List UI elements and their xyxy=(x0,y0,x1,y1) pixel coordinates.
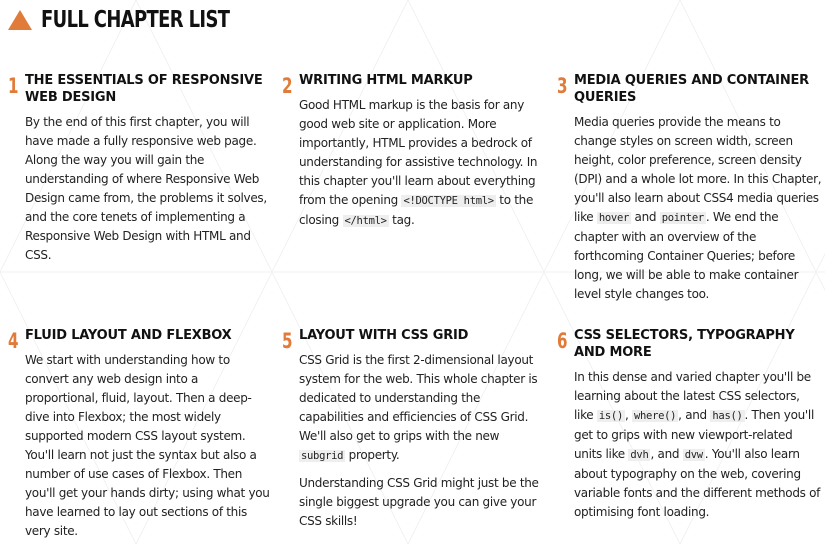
inline-code: subgrid xyxy=(301,450,344,462)
text-segment: , and xyxy=(678,408,711,422)
text-segment: We start with understanding how to convert any web design into a proportional, fluid, layout. Then a deep-dive into Flexbox; the most widely supported modern CSS layout system. You'll learn not just the syntax but also a number of use cases of Flexbox. Then you'll get your hands dirty; using what you have learned to lay out sections of this very site. xyxy=(25,353,270,538)
text-segment: . Then you'll get to grips with new viewport-related units like xyxy=(574,408,814,461)
inline-code: dvw xyxy=(684,449,703,461)
chapter-title: WRITING HTML MARKUP xyxy=(299,73,473,88)
chapter-title: LAYOUT WITH CSS GRID xyxy=(299,328,469,343)
chapter-4 xyxy=(8,327,273,541)
chapter-number: 1 xyxy=(8,74,19,98)
chapter-title: THE ESSENTIALS OF RESPONSIVE WEB DESIGN xyxy=(25,73,263,105)
chapter-description xyxy=(574,368,822,522)
chapter-description xyxy=(25,351,273,541)
text-segment: CSS Grid is the first 2-dimensional layout system for the web. This whole chapter is dedicated to understanding the capabilities and efficiencies of CSS Grid. We'll also get to grips with the new xyxy=(299,353,538,443)
text-segment: tag. xyxy=(388,213,415,227)
inline-code: where() xyxy=(634,410,677,422)
text-segment: By the end of this first chapter, you will have made a fully responsive web page. Along the way you will gain the understanding of where Responsive Web Design came from, the problems it solves, and the core tenets of implementing a Responsive Web Design with HTML and CSS. xyxy=(25,115,267,262)
inline-code: dvh xyxy=(630,449,649,461)
text-segment: . We end the chapter with an overview of the forthcoming Container Queries; before long, we will be able to make container level style changes too. xyxy=(574,210,799,301)
chapter-description xyxy=(299,351,547,531)
chapter-title: MEDIA QUERIES AND CONTAINER QUERIES xyxy=(574,73,809,105)
page-title: FULL CHAPTER LIST xyxy=(41,7,230,33)
inline-code: </html> xyxy=(344,215,387,227)
inline-code: hover xyxy=(598,212,629,224)
text-segment: and xyxy=(631,210,660,224)
description-paragraph xyxy=(25,113,273,265)
description-paragraph xyxy=(25,351,273,541)
inline-code: pointer xyxy=(661,212,704,224)
description-paragraph xyxy=(299,96,547,231)
chapter-1 xyxy=(8,72,273,265)
description-paragraph xyxy=(299,474,547,531)
text-segment: Understanding CSS Grid might just be the single biggest upgrade you can give your CSS skills! xyxy=(299,476,539,528)
text-segment: Good HTML markup is the basis for any good web site or application. More importantly, HTML provides a bedrock of understanding for assistive technology. In this chapter you'll learn about everything from the opening xyxy=(299,98,538,207)
chapter-3 xyxy=(557,72,822,304)
inline-code: has() xyxy=(712,410,743,422)
inline-code: is() xyxy=(598,410,623,422)
chapter-5 xyxy=(282,327,547,531)
chapter-description xyxy=(299,96,547,231)
text-segment: , xyxy=(624,408,633,422)
chapter-6 xyxy=(557,327,822,522)
text-segment: to the closing xyxy=(299,193,534,227)
text-segment: , and xyxy=(650,447,683,461)
chapter-2 xyxy=(282,72,547,231)
chapter-description xyxy=(25,113,273,265)
page-header xyxy=(8,4,282,36)
chapter-number: 5 xyxy=(282,329,293,353)
chapter-description xyxy=(574,113,822,304)
text-segment: . You'll also learn about typography on the web, covering variable fonts and the different methods of optimising font loading. xyxy=(574,447,821,519)
text-segment: Media queries provide the means to change styles on screen width, screen height, color preference, screen density (DPI) and a whole lot more. In this Chapter, you'll also learn about CSS4 media queries like xyxy=(574,115,822,224)
chapter-number: 2 xyxy=(282,74,293,98)
description-paragraph xyxy=(299,351,547,466)
text-segment: In this dense and varied chapter you'll be learning about the latest CSS selectors, like xyxy=(574,370,811,422)
chapter-number: 6 xyxy=(557,329,568,353)
text-segment: property. xyxy=(345,448,400,462)
chapter-title: CSS SELECTORS, TYPOGRAPHY AND MORE xyxy=(574,328,795,360)
triangle-icon xyxy=(8,10,32,30)
chapter-title: FLUID LAYOUT AND FLEXBOX xyxy=(25,328,232,343)
inline-code: <!DOCTYPE html> xyxy=(403,195,494,207)
chapter-number: 4 xyxy=(8,329,19,353)
description-paragraph xyxy=(574,368,822,522)
chapter-number: 3 xyxy=(557,74,568,98)
description-paragraph xyxy=(574,113,822,304)
